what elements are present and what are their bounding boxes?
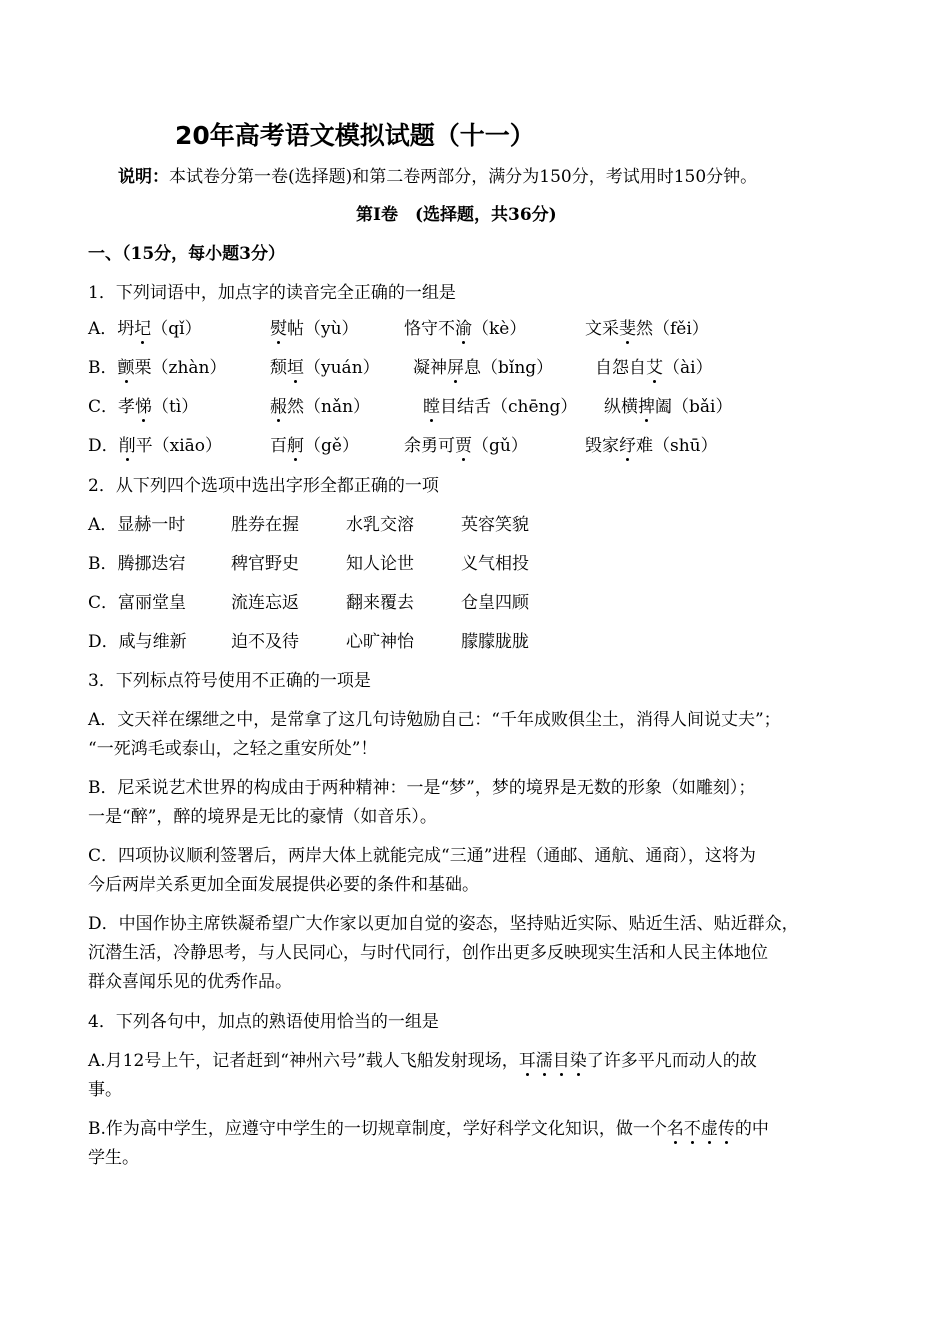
q2-c-option-3: 翻来覆去 — [346, 593, 414, 613]
q1-c-option-2 — [270, 396, 370, 418]
q3-option-d-line-1: D．中国作协主席铁凝希望广大作家以更加自觉的姿态，坚持贴近实际、贴近生活、贴近群众， — [88, 914, 799, 934]
dotted-char: 赧 — [270, 397, 287, 417]
dotted-char: 瞠 — [423, 397, 440, 417]
dotted-char: 艾 — [646, 358, 663, 378]
q1-b-option-1 — [88, 357, 227, 379]
q1-stem: 1．下列词语中，加点字的读音完全正确的一组是 — [88, 283, 456, 303]
exam-title: 20年高考语文模拟试题（十一） — [175, 121, 535, 150]
q3-option-c-line-2: 今后两岸关系更加全面发展提供必要的条件和基础。 — [88, 875, 479, 895]
q4-option-a-line-2: 事。 — [88, 1080, 122, 1100]
option-text: C．孝 — [88, 397, 136, 417]
q1-b-option-3 — [413, 357, 553, 379]
option-text: 余勇可 — [404, 436, 455, 456]
q1-c-option-4 — [604, 396, 732, 418]
dotted-char: 悌 — [135, 397, 153, 417]
q1-a-option-4 — [585, 318, 709, 340]
dotted-char: 颤 — [117, 358, 135, 378]
option-text: 自怨自 — [595, 358, 646, 378]
option-text: 文采 — [585, 319, 619, 339]
q1-row-d — [88, 435, 888, 457]
option-text: 阖（bǎi） — [655, 397, 733, 417]
q2-b-option-1: B．腾挪迭宕 — [88, 554, 186, 574]
q3-option-c-line-1: C．四项协议顺利签署后，两岸大体上就能完成“三通”进程（通邮、通航、通商），这将为 — [88, 846, 756, 866]
dotted-char: 贾 — [455, 436, 472, 456]
q3-stem: 3．下列标点符号使用不正确的一项是 — [88, 671, 371, 691]
dotted-char: 捭 — [638, 397, 655, 417]
dotted-char: 纾 — [619, 436, 636, 456]
option-text: B． — [88, 358, 118, 378]
option-text: （qǐ） — [151, 319, 202, 339]
q3-option-d-line-3: 群众喜闻乐见的优秀作品。 — [88, 972, 292, 992]
option-text: （tì） — [152, 397, 199, 417]
dotted-char: 名 — [666, 1119, 684, 1139]
option-text: （ài） — [663, 358, 713, 378]
q2-row-a — [88, 514, 888, 536]
option-text: 了许多平凡而动人的故 — [586, 1051, 757, 1071]
option-text: A.月12号上午，记者赶到“神州六号”载人飞船发射现场， — [88, 1051, 519, 1071]
option-text: 栗（zhàn） — [134, 358, 227, 378]
option-text: （yuán） — [304, 358, 380, 378]
q1-row-a — [88, 318, 888, 340]
q3-option-d-line-2: 沉潜生活，冷静思考，与人民同心，与时代同行，创作出更多反映现实生活和人民主体地位 — [88, 943, 768, 963]
q2-d-option-4: 朦朦胧胧 — [461, 632, 529, 652]
q4-stem: 4．下列各句中，加点的熟语使用恰当的一组是 — [88, 1012, 439, 1032]
q1-b-option-2 — [270, 357, 380, 379]
q2-a-option-3: 水乳交溶 — [346, 515, 414, 535]
option-text: 颓 — [270, 358, 287, 378]
q3-option-a-line-2: “一死鸿毛或泰山，之轻之重安所处”！ — [88, 739, 378, 759]
q1-b-option-4 — [595, 357, 713, 379]
q2-b-option-2: 稗官野史 — [231, 554, 299, 574]
q1-d-option-3 — [404, 435, 528, 457]
note-label: 说明： — [118, 167, 169, 187]
option-text: 百 — [270, 436, 287, 456]
option-text: D． — [88, 436, 119, 456]
q3-option-b-line-2: 一是“醉”，醉的境界是无比的豪情（如音乐）。 — [88, 807, 437, 827]
option-text: 难（shū） — [636, 436, 718, 456]
dotted-char: 渝 — [455, 319, 472, 339]
option-text: 毁家 — [585, 436, 619, 456]
option-text: 帖（yù） — [287, 319, 359, 339]
q2-c-option-2: 流连忘返 — [231, 593, 299, 613]
option-text: 平（xiāo） — [135, 436, 223, 456]
dotted-char: 屏 — [447, 358, 464, 378]
q2-row-c — [88, 592, 888, 614]
q2-d-option-3: 心旷神怡 — [346, 632, 414, 652]
q2-b-option-4: 义气相投 — [461, 554, 529, 574]
option-text: 目结舌（chēng） — [440, 397, 578, 417]
q2-stem: 2．从下列四个选项中选出字形全都正确的一项 — [88, 476, 439, 496]
option-text: A．坍 — [88, 319, 135, 339]
q4-option-b-line-2: 学生。 — [88, 1148, 139, 1168]
dotted-char: 斐 — [619, 319, 636, 339]
dotted-char: 染 — [569, 1051, 587, 1071]
option-text: B.作为高中学生，应遵守中学生的一切规章制度，学好科学文化知识，做一个 — [88, 1119, 667, 1139]
option-text: （gě） — [304, 436, 359, 456]
q2-c-option-4: 仓皇四顾 — [461, 593, 529, 613]
option-text: 的中 — [734, 1119, 769, 1139]
dotted-char: 不 — [683, 1119, 701, 1139]
q2-row-d — [88, 631, 888, 653]
q2-c-option-1: C．富丽堂皇 — [88, 593, 187, 613]
q1-d-option-1 — [88, 435, 222, 457]
dotted-char: 削 — [118, 436, 136, 456]
q3-option-b-line-1: B．尼采说艺术世界的构成由于两种精神：一是“梦”，梦的境界是无数的形象（如雕刻）； — [88, 778, 756, 798]
dotted-char: 垣 — [287, 358, 304, 378]
dotted-char: 熨 — [270, 319, 287, 339]
q2-a-option-2: 胜券在握 — [231, 515, 299, 535]
q3-option-a-line-1: A．文天祥在缧绁之中，是常拿了这几句诗勉励自己：“千年成败俱尘土，消得人间说丈夫”； — [88, 710, 781, 730]
q1-a-option-1 — [88, 318, 202, 340]
q2-b-option-3: 知人论世 — [346, 554, 414, 574]
option-text: 凝神 — [413, 358, 447, 378]
q1-row-c — [88, 396, 888, 418]
exam-note — [118, 166, 757, 188]
q1-d-option-2 — [270, 435, 359, 457]
q1-c-option-1 — [88, 396, 198, 418]
option-text: 纵横 — [604, 397, 638, 417]
q2-row-b — [88, 553, 888, 575]
q1-d-option-4 — [585, 435, 718, 457]
q1-a-option-2 — [270, 318, 359, 340]
dotted-char: 濡 — [535, 1051, 553, 1071]
option-text: 息（bǐng） — [464, 358, 554, 378]
q4-option-a-line-1 — [88, 1050, 757, 1072]
option-text: 然（fěi） — [636, 319, 709, 339]
option-text: 恪守不 — [404, 319, 455, 339]
dotted-char: 传 — [717, 1119, 735, 1139]
dotted-char: 虚 — [700, 1119, 718, 1139]
q1-row-b — [88, 357, 888, 379]
dotted-char: 耳 — [518, 1051, 536, 1071]
option-text: （gǔ） — [472, 436, 528, 456]
option-text: （kè） — [472, 319, 527, 339]
q2-a-option-1: A．显赫一时 — [88, 515, 186, 535]
dotted-char: 舸 — [287, 436, 304, 456]
q1-a-option-3 — [404, 318, 526, 340]
dotted-char: 目 — [552, 1051, 570, 1071]
q2-d-option-2: 迫不及待 — [231, 632, 299, 652]
dotted-char: 圮 — [134, 319, 152, 339]
q1-c-option-3 — [423, 396, 577, 418]
q2-d-option-1: D．咸与维新 — [88, 632, 187, 652]
option-text: 然（nǎn） — [287, 397, 371, 417]
part-heading: 一、（15分，每小题3分） — [88, 244, 285, 264]
q2-a-option-4: 英容笑貌 — [461, 515, 529, 535]
q4-option-b-line-1 — [88, 1118, 769, 1140]
note-text: 本试卷分第一卷(选择题)和第二卷两部分，满分为150分，考试用时150分钟。 — [169, 167, 758, 187]
section-title: 第Ⅰ卷 (选择题，共36分) — [356, 205, 557, 225]
